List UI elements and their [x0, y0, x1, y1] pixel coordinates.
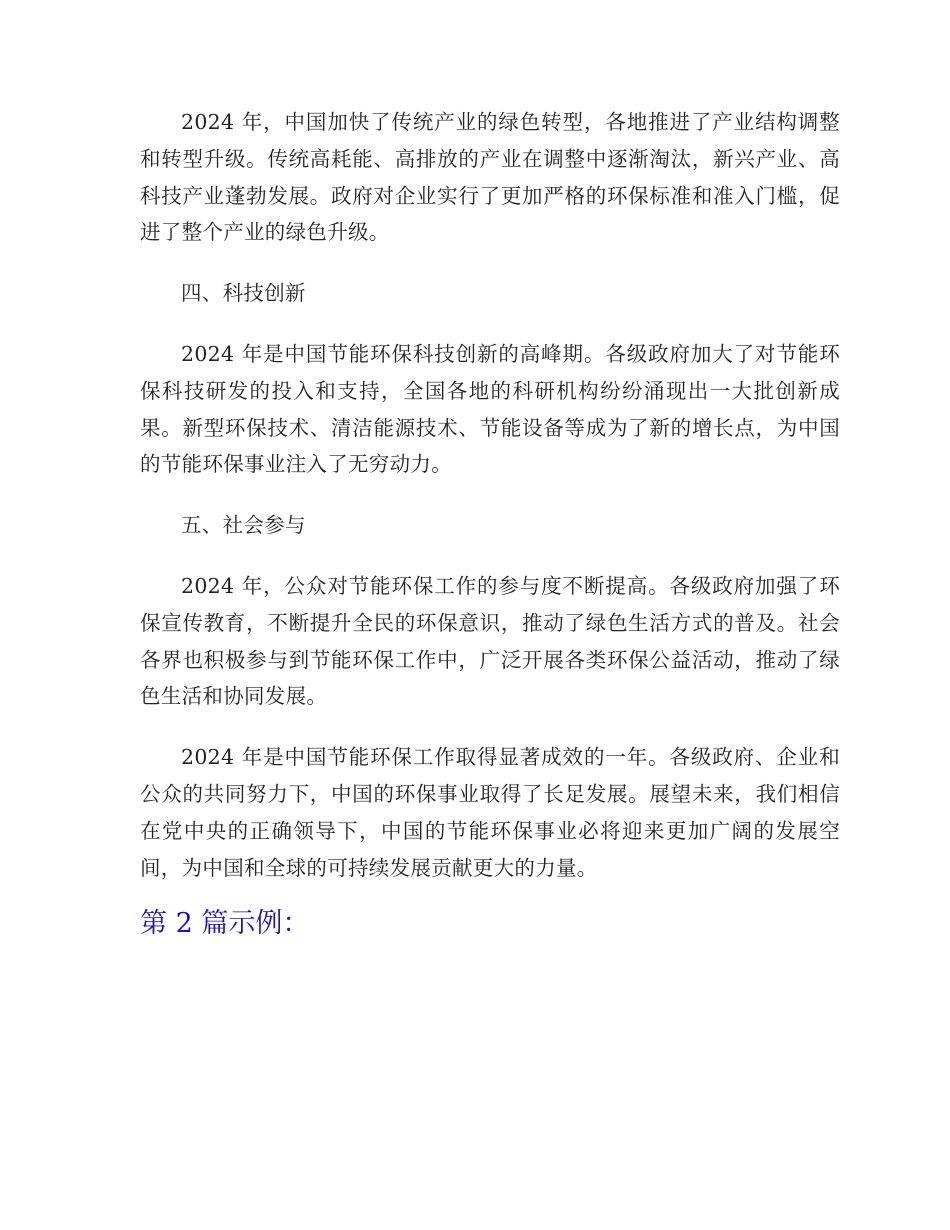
paragraph-conclusion: 2024 年是中国节能环保工作取得显著成效的一年。各级政府、企业和公众的共同努力下，中国的环保事业取得了长足发展。展望未来，我们相信在党中央的正确领导下，中国的节能环保事业必将迎来更加广阔的发展空间，为中国和全球的可持续发展贡献更大的力量。	[140, 745, 840, 880]
section-title-example-2: 第 2 篇示例：	[140, 908, 310, 940]
heading-social-participation: 五、社会参与	[181, 513, 306, 538]
document-body	[140, 104, 840, 944]
paragraph-industry-transition: 2024 年，中国加快了传统产业的绿色转型，各地推进了产业结构调整和转型升级。传统高耗能、高排放的产业在调整中逐渐淘汰，新兴产业、高科技产业蓬勃发展。政府对企业实行了更加严格的环保标准和准入门槛，促进了整个产业的绿色升级。	[140, 110, 840, 245]
paragraph-social-participation: 2024 年，公众对节能环保工作的参与度不断提高。各级政府加强了环保宣传教育，不断提升全民的环保意识，推动了绿色生活方式的普及。社会各界也积极参与到节能环保工作中，广泛开展各类环保公益活动，推动了绿色生活和协同发展。	[140, 573, 840, 709]
paragraph-tech-innovation: 2024 年是中国节能环保科技创新的高峰期。各级政府加大了对节能环保科技研发的投入和支持，全国各地的科研机构纷纷涌现出一大批创新成果。新型环保技术、清洁能源技术、节能设备等成为了新的增长点，为中国的节能环保事业注入了无穷动力。	[140, 341, 840, 477]
heading-tech-innovation: 四、科技创新	[181, 281, 306, 306]
